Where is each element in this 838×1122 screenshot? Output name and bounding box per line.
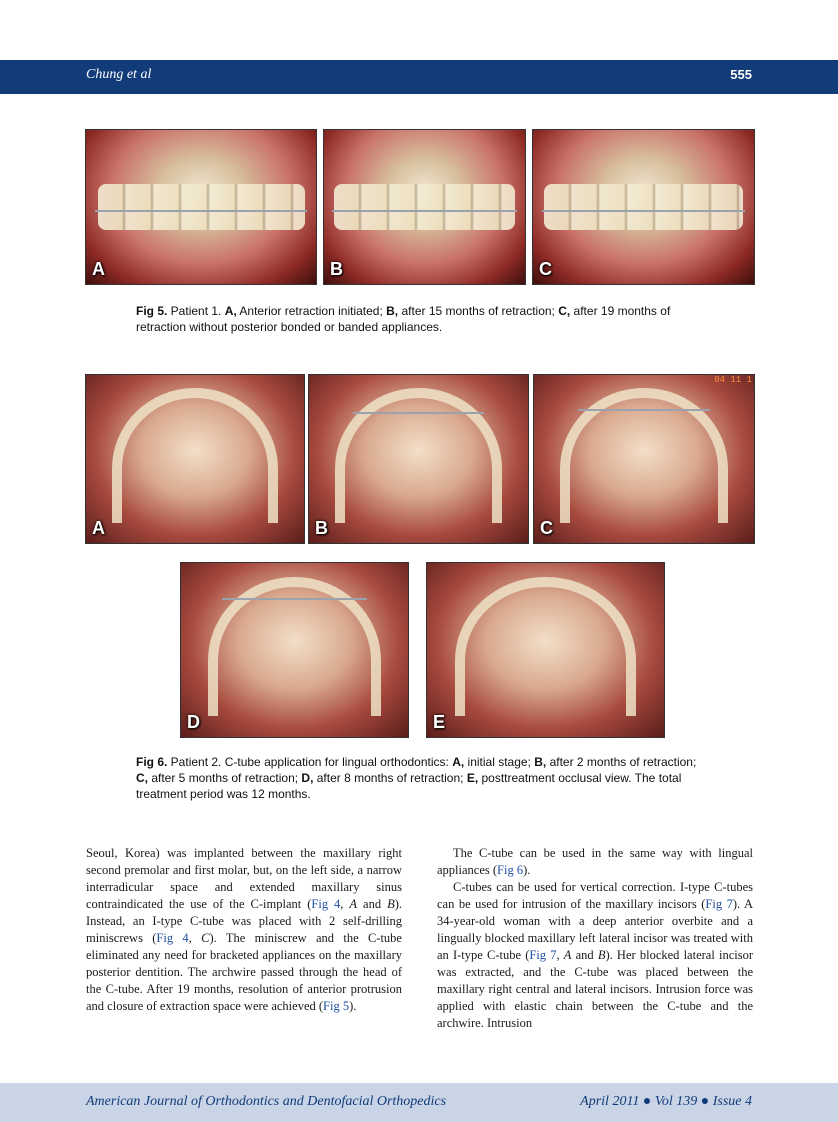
fig6-caption-text: after 8 months of retraction;	[313, 771, 467, 785]
fig5-photo-b	[323, 129, 526, 285]
body-text: ). Her blocked lateral incisor was extracted, and the C-tube was placed between the maxillary right central and lateral incisors. Intrusion force was applied with elastic chain between the C-tube and the archwire. Intrusion	[437, 948, 754, 1030]
fig5-panel-label-c: C	[539, 259, 552, 279]
figure-reference-link[interactable]: Fig 4	[156, 931, 189, 945]
fig5-caption-text: Patient 1.	[167, 304, 225, 318]
body-column-left	[86, 845, 402, 1015]
fig5-photo-a	[85, 129, 317, 285]
fig6-panel-label-b: B	[315, 518, 328, 538]
fig6-caption-text: posttreatment occlusal view. The total treatment period was 12 months.	[136, 771, 682, 801]
body-text: Seoul, Korea) was implanted between the maxillary right second premolar and first molar, but, on the left side, a narrow interradicular space and extended maxillary sinus contraindicated the use of the C-implant (	[86, 846, 402, 911]
fig6-panel-label-c: C	[540, 518, 553, 538]
fig6-caption-label: Fig 6.	[136, 755, 168, 769]
fig6-photo-b	[308, 374, 529, 544]
fig6-caption-text: C,	[136, 771, 148, 785]
fig5-panel-label-b: B	[330, 259, 343, 279]
italic-panel-ref: B	[597, 948, 606, 962]
body-text: and	[571, 948, 598, 962]
body-text: C-tubes can be used for vertical correction. I-type C-tubes can be used for intrusion of the maxillary incisors (	[437, 880, 753, 911]
fig6-photo-d	[180, 562, 409, 738]
italic-panel-ref: A	[349, 897, 358, 911]
body-paragraph	[437, 879, 753, 1032]
fig5-caption-text: C,	[558, 304, 571, 318]
fig6-caption-text: initial stage;	[464, 755, 535, 769]
fig6-caption	[136, 754, 706, 802]
fig6-caption-text: E,	[466, 771, 479, 785]
fig6-caption-text: after 2 months of retraction;	[546, 755, 697, 769]
body-text: The C-tube can be used in the same way with lingual appliances (	[437, 846, 753, 877]
figure-reference-link[interactable]: Fig 6	[497, 863, 524, 877]
body-text: ). Instead, an I-type C-tube was placed with 2 self-drilling miniscrews (	[86, 897, 402, 945]
body-text: and	[357, 897, 388, 911]
body-text: ,	[556, 948, 564, 962]
fig5-caption-text: B,	[386, 304, 399, 318]
fig5-panel-label-a: A	[92, 259, 105, 279]
italic-panel-ref: C	[201, 931, 210, 945]
running-header-authors: Chung et al	[86, 67, 152, 82]
fig6-caption-text: D,	[301, 771, 314, 785]
italic-panel-ref: B	[387, 897, 395, 911]
fig6-caption-text: after 5 months of retraction;	[148, 771, 302, 785]
running-header	[0, 60, 838, 94]
fig5-caption-text: after 15 months of retraction;	[398, 304, 559, 318]
fig6-photo-a	[85, 374, 305, 544]
fig5-caption-label: Fig 5.	[136, 304, 168, 318]
figure-reference-link[interactable]: Fig 7	[529, 948, 557, 962]
body-text: ). A 34-year-old woman with a deep anterior overbite and a lingually blocked maxillary left lateral incisor was treated with an I-type C-tube (	[437, 897, 753, 962]
body-text: ).	[523, 863, 531, 877]
fig6-photo-c	[533, 374, 755, 544]
fig6-panel-label-e: E	[433, 712, 446, 732]
fig5-photo-c	[532, 129, 755, 285]
body-text: ). The miniscrew and the C-tube eliminated any need for bracketed appliances on the maxillary posterior dentition. The archwire passed through the head of the C-tube. After 19 months, resolution of anterior protrusion and closure of extraction space were achieved (	[86, 931, 402, 1013]
fig6-photo-date-stamp: 04 11 1	[714, 375, 752, 385]
fig6-caption-text: B,	[534, 755, 547, 769]
body-paragraph	[437, 845, 753, 879]
figure-reference-link[interactable]: Fig 5	[323, 999, 350, 1013]
fig5-caption-text: A,	[224, 304, 237, 318]
fig6-caption-text: Patient 2. C-tube application for lingual orthodontics:	[167, 755, 453, 769]
body-text: ).	[349, 999, 357, 1013]
page-number: 555	[730, 67, 752, 82]
figure-reference-link[interactable]: Fig 4	[311, 897, 341, 911]
fig6-photo-e	[426, 562, 665, 738]
journal-issue: April 2011 ● Vol 139 ● Issue 4	[580, 1094, 752, 1109]
body-column-right	[437, 845, 753, 1032]
fig6-panel-label-a: A	[92, 518, 105, 538]
body-text: ,	[340, 897, 350, 911]
figure-reference-link[interactable]: Fig 7	[705, 897, 733, 911]
italic-panel-ref: A	[563, 948, 572, 962]
fig5-caption-text: Anterior retraction initiated;	[236, 304, 387, 318]
fig6-caption-text: A,	[452, 755, 465, 769]
journal-name: American Journal of Orthodontics and Dentofacial Orthopedics	[86, 1094, 447, 1109]
body-paragraph	[86, 845, 402, 1015]
fig5-caption-text: after 19 months of retraction without posterior bonded or banded appliances.	[136, 304, 671, 334]
fig6-panel-label-d: D	[187, 712, 200, 732]
running-footer	[0, 1083, 838, 1122]
fig5-caption	[136, 303, 706, 335]
body-text: ,	[188, 931, 202, 945]
